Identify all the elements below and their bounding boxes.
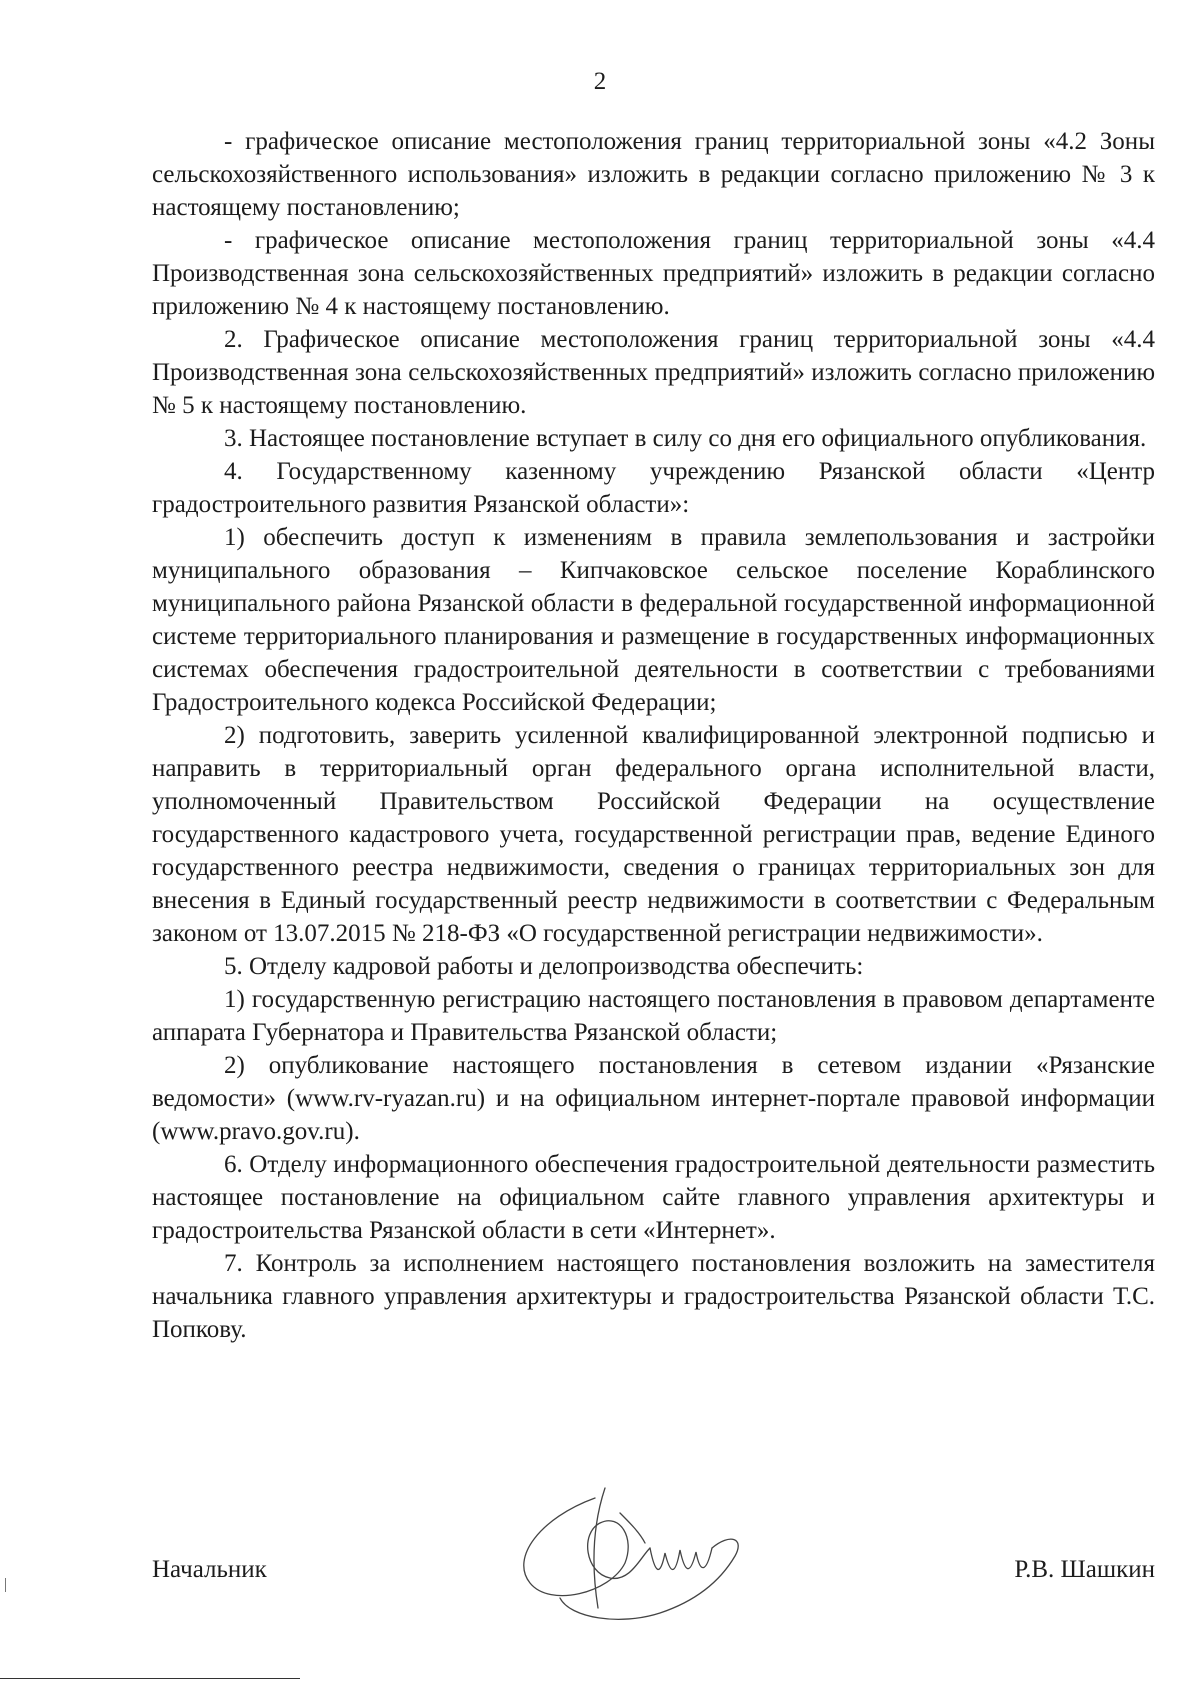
signature-row — [152, 1548, 1155, 1588]
paragraph-item-4: 4. Государственному казенному учреждению Рязанской области «Центр градостроительного развития Рязанской области»: — [152, 458, 1155, 518]
paragraph-item-4-1: 1) обеспечить доступ к изменениям в правила землепользования и застройки муниципального образования – Кипчаковское сельское поселение Кораблинского муниципального района Рязанской области в федеральной государственной информационной системе территориального планирования и размещение в государственных информационных системах обеспечения градостроительной деятельности в соответствии с требованиями Градостроительного кодекса Российской Федерации; — [152, 524, 1155, 716]
signatory-title: Начальник — [152, 1556, 267, 1583]
bottom-divider — [0, 1678, 300, 1679]
paragraph-item-5-2: 2) опубликование настоящего постановления в сетевом издании «Рязанские ведомости» (www.rv-ryazan.ru) и на официальном интернет-портале правовой информации (www.pravo.gov.ru). — [152, 1052, 1155, 1145]
paragraph-zone-4-4: - графическое описание местоположения границ территориальной зоны «4.4 Производственная зона сельскохозяйственных предприятий» изложить в редакции согласно приложению № 4 к настоящему постановлению. — [152, 227, 1155, 320]
paragraph-item-6: 6. Отделу информационного обеспечения градостроительной деятельности разместить настоящее постановление на официальном сайте главного управления архитектуры и градостроительства Рязанской области в сети «Интернет». — [152, 1151, 1155, 1244]
page-number: 2 — [593, 68, 607, 95]
document-body — [152, 125, 1155, 1346]
paragraph-item-7: 7. Контроль за исполнением настоящего постановления возложить на заместителя начальника главного управления архитектуры и градостроительства Рязанской области Т.С. Попкову. — [152, 1250, 1155, 1343]
paragraph-item-2: 2. Графическое описание местоположения границ территориальной зоны «4.4 Производственная зона сельскохозяйственных предприятий» изложить согласно приложению № 5 к настоящему постановлению. — [152, 326, 1155, 419]
paragraph-item-5-1: 1) государственную регистрацию настоящего постановления в правовом департаменте аппарата Губернатора и Правительства Рязанской области; — [152, 986, 1155, 1046]
paragraph-item-4-2: 2) подготовить, заверить усиленной квалифицированной электронной подписью и направить в территориальный орган федерального органа исполнительной власти, уполномоченный Правительством Российской Федерации на осуществление государственного кадастрового учета, государственной регистрации прав, ведение Единого государственного реестра недвижимости, сведения о границах территориальных зон для внесения в Единый государственный реестр недвижимости в соответствии с Федеральным законом от 13.07.2015 № 218-ФЗ «О государственной регистрации недвижимости». — [152, 722, 1155, 947]
margin-mark — [5, 1578, 6, 1592]
paragraph-zone-4-2: - графическое описание местоположения границ территориальной зоны «4.2 Зоны сельскохозяйственного использования» изложить в редакции согласно приложению № 3 к настоящему постановлению; — [152, 128, 1155, 221]
signatory-name: Р.В. Шашкин — [1014, 1556, 1155, 1583]
paragraph-item-5: 5. Отделу кадровой работы и делопроизводства обеспечить: — [224, 953, 864, 980]
paragraph-item-3: 3. Настоящее постановление вступает в силу со дня его официального опубликования. — [224, 425, 1147, 452]
